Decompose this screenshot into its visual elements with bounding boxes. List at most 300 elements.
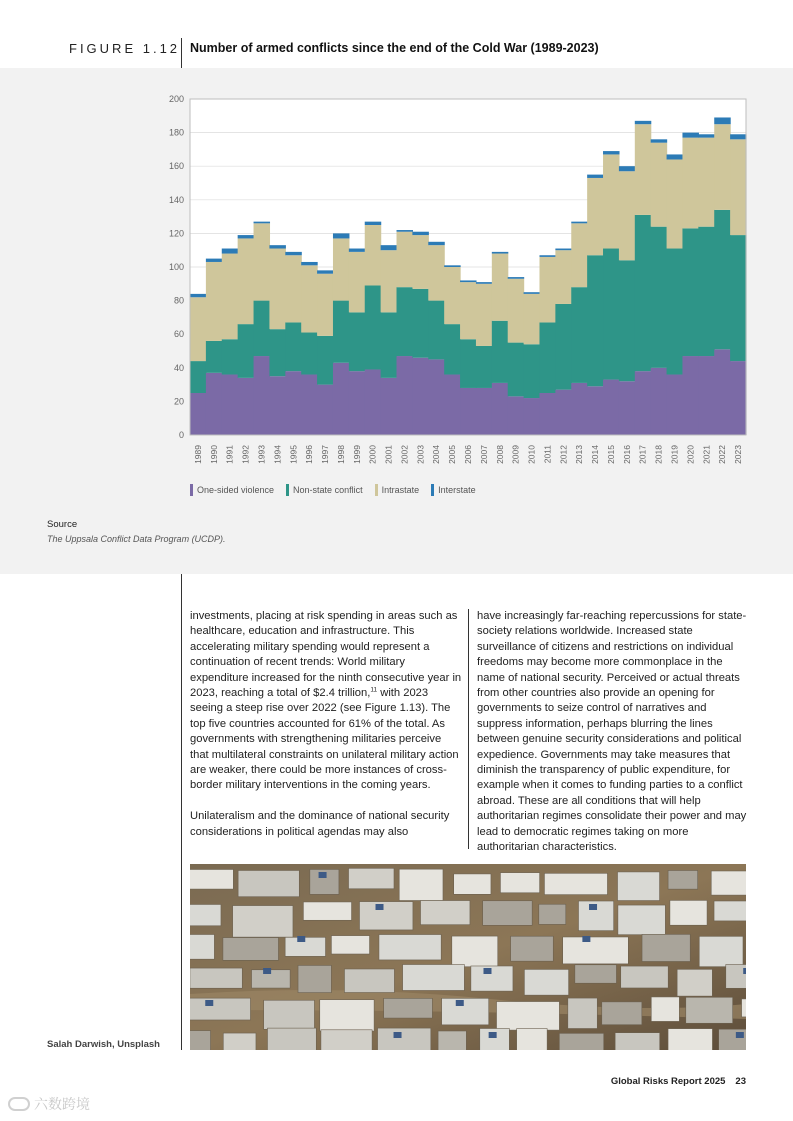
- bar-segment-interstate: [412, 232, 428, 235]
- x-tick-label: 2012: [558, 445, 569, 464]
- bar-segment-one-sided-violence: [635, 371, 651, 435]
- x-tick-label: 1995: [288, 445, 299, 464]
- tent-roof: [617, 872, 659, 901]
- bar-segment-one-sided-violence: [539, 393, 555, 435]
- bar-segment-intrastate: [619, 171, 635, 260]
- bar-segment-one-sided-violence: [444, 375, 460, 435]
- tent-roof: [438, 1031, 466, 1050]
- body-paragraph: have increasingly far-reaching repercussions for state-society relations worldwide. Increased state surveillance of citizens and restrictions on individual freedoms may become more commonplace in the name of national security. Perceived or actual threats from other countries also provide an opening for governments to seize control of narratives and suppress information, perhaps blurring the lines between genuine security considerations and political expedience. Governments may take measures that diminish the transparency of public expenditure, for example when it comes to funding parties to a conflict abroad. These are all conditions that will help authoritarian regimes consolidate their power and may lead to democratic regimes taking on more authoritarian characteristics.: [477, 610, 747, 854]
- bar-segment-one-sided-violence: [698, 356, 714, 435]
- y-tick-label: 160: [168, 161, 184, 172]
- body-column-left: [190, 609, 462, 855]
- bar-segment-interstate: [714, 117, 730, 124]
- bar-segment-interstate: [381, 245, 397, 250]
- x-tick-label: 1992: [240, 445, 251, 464]
- bar-segment-one-sided-violence: [412, 358, 428, 435]
- tent-roof: [349, 868, 394, 888]
- tent-roof: [670, 900, 707, 925]
- bar-segment-one-sided-violence: [206, 373, 222, 435]
- solar-panel: [263, 968, 271, 974]
- source-label: Source: [47, 519, 78, 530]
- bar-segment-intrastate: [285, 255, 301, 322]
- bar-segment-interstate: [635, 121, 651, 124]
- bar-segment-interstate: [444, 265, 460, 267]
- bar-segment-non-state-conflict: [603, 249, 619, 380]
- bar-segment-non-state-conflict: [460, 339, 476, 388]
- tent-roof: [190, 1031, 211, 1050]
- tent-roof: [190, 934, 214, 959]
- tent-roof: [642, 934, 690, 961]
- tent-roof: [602, 1002, 642, 1025]
- bar-segment-interstate: [555, 249, 571, 251]
- bar-segment-interstate: [492, 252, 508, 254]
- bar-segment-intrastate: [222, 254, 238, 340]
- bar-segment-interstate: [333, 233, 349, 238]
- tent-roof: [559, 1033, 603, 1050]
- x-tick-label: 1990: [208, 445, 219, 464]
- x-tick-label: 2021: [701, 445, 712, 464]
- bar-segment-intrastate: [444, 267, 460, 324]
- x-tick-label: 1997: [320, 445, 331, 464]
- tent-roof: [699, 936, 743, 966]
- tent-roof: [615, 1033, 660, 1050]
- y-tick-label: 20: [173, 396, 184, 407]
- bar-segment-non-state-conflict: [269, 329, 285, 376]
- tent-roof: [544, 873, 607, 894]
- bar-segment-interstate: [730, 134, 746, 139]
- solar-panel: [205, 1000, 213, 1006]
- bar-segment-interstate: [667, 154, 683, 159]
- bar-segment-non-state-conflict: [571, 287, 587, 383]
- x-tick-label: 2003: [415, 445, 426, 464]
- tent-roof: [511, 936, 554, 961]
- bar-segment-interstate: [206, 259, 222, 262]
- bar-segment-interstate: [524, 292, 540, 294]
- bar-segment-interstate: [571, 222, 587, 224]
- tent-roof: [454, 874, 491, 894]
- tent-roof: [344, 969, 394, 993]
- bar-segment-non-state-conflict: [667, 249, 683, 375]
- chart-panel: [0, 68, 793, 574]
- legend-label-one-sided: One-sided violence: [197, 485, 275, 495]
- bar-segment-intrastate: [301, 265, 317, 332]
- x-tick-label: 2001: [383, 445, 394, 464]
- x-tick-label: 1996: [304, 445, 315, 464]
- bar-segment-intrastate: [206, 262, 222, 341]
- bar-segment-non-state-conflict: [349, 312, 365, 371]
- tent-roof: [190, 904, 221, 925]
- tent-roof: [500, 873, 539, 893]
- bar-segment-non-state-conflict: [730, 235, 746, 361]
- solar-panel: [483, 968, 491, 974]
- x-tick-label: 2019: [669, 445, 680, 464]
- tent-roof: [320, 1000, 374, 1031]
- x-tick-label: 1991: [224, 445, 235, 464]
- y-tick-label: 100: [168, 262, 184, 272]
- bar-segment-intrastate: [254, 223, 270, 300]
- bar-segment-one-sided-violence: [190, 393, 206, 435]
- bar-segment-non-state-conflict: [301, 333, 317, 375]
- bar-segment-non-state-conflict: [365, 285, 381, 369]
- tent-roof: [421, 901, 470, 925]
- y-tick-label: 120: [168, 228, 184, 239]
- x-tick-label: 2009: [510, 445, 521, 464]
- bar-segment-interstate: [238, 235, 254, 238]
- bar-segment-intrastate: [269, 249, 285, 330]
- bar-segment-non-state-conflict: [587, 255, 603, 386]
- bar-segment-non-state-conflict: [381, 312, 397, 378]
- bar-segment-one-sided-violence: [524, 398, 540, 435]
- bar-segment-interstate: [476, 282, 492, 284]
- bar-segment-intrastate: [667, 159, 683, 248]
- solar-panel: [582, 936, 590, 942]
- body-text: investments, placing at risk spending in areas such as healthcare, education and infrastructure. This accelerating military spending would represent a continuation of recent trends: World military expenditure increased for the ninth consecutive year in 2023, reaching a total of $2.4 trillion,: [190, 610, 462, 700]
- bar-segment-one-sided-violence: [238, 378, 254, 435]
- y-tick-label: 60: [173, 329, 184, 340]
- x-tick-label: 2020: [685, 445, 696, 464]
- photo-credit: Salah Darwish, Unsplash: [47, 1039, 160, 1050]
- bar-segment-one-sided-violence: [381, 378, 397, 435]
- solar-panel: [297, 936, 305, 942]
- bar-segment-non-state-conflict: [317, 336, 333, 385]
- y-tick-label: 200: [168, 94, 184, 104]
- bar-segment-interstate: [349, 249, 365, 252]
- solar-panel: [319, 872, 327, 878]
- bar-segment-non-state-conflict: [254, 301, 270, 356]
- tent-roof: [726, 965, 746, 989]
- x-tick-label: 2010: [526, 445, 537, 464]
- tent-roof: [190, 869, 233, 889]
- bar-segment-one-sided-violence: [301, 375, 317, 435]
- x-tick-label: 2014: [590, 445, 601, 464]
- watermark: [8, 1094, 90, 1114]
- legend-label-non-state: Non-state conflict: [293, 485, 363, 495]
- bar-segment-interstate: [397, 230, 413, 232]
- x-tick-label: 1998: [335, 445, 346, 464]
- tent-roof: [190, 968, 242, 988]
- bar-segment-intrastate: [365, 225, 381, 285]
- bar-segment-non-state-conflict: [539, 322, 555, 393]
- bar-segment-one-sided-violence: [571, 383, 587, 435]
- bar-segment-intrastate: [333, 238, 349, 300]
- bar-segment-interstate: [317, 270, 333, 273]
- tent-roof: [264, 1000, 315, 1029]
- figure-divider: [181, 38, 182, 68]
- bar-segment-interstate: [254, 222, 270, 224]
- tent-roof: [298, 965, 331, 992]
- tent-roof: [359, 902, 412, 930]
- solar-panel: [589, 904, 597, 910]
- aerial-camp-image: [190, 864, 746, 1050]
- legend-label-interstate: Interstate: [438, 485, 476, 495]
- tent-roof: [742, 999, 746, 1017]
- bar-segment-one-sided-violence: [667, 375, 683, 435]
- bar-segment-non-state-conflict: [238, 324, 254, 378]
- bar-segment-non-state-conflict: [682, 228, 698, 356]
- bar-segment-non-state-conflict: [714, 210, 730, 349]
- bar-segment-interstate: [365, 222, 381, 225]
- bar-segment-intrastate: [238, 238, 254, 324]
- bar-segment-intrastate: [539, 257, 555, 323]
- bar-segment-non-state-conflict: [508, 343, 524, 397]
- tent-roof: [238, 870, 299, 896]
- tent-roof: [524, 969, 568, 995]
- bar-segment-intrastate: [476, 284, 492, 346]
- tent-roof: [190, 998, 250, 1020]
- bar-segment-intrastate: [460, 282, 476, 339]
- tent-roof: [403, 965, 465, 991]
- x-tick-label: 2000: [367, 445, 378, 464]
- tent-roof: [223, 938, 279, 961]
- bar-segment-one-sided-violence: [476, 388, 492, 435]
- tent-roof: [321, 1030, 372, 1050]
- x-tick-label: 1993: [256, 445, 267, 464]
- tent-roof: [303, 902, 351, 920]
- bar-segment-interstate: [508, 277, 524, 279]
- bar-segment-interstate: [587, 175, 603, 178]
- legend-swatch-intrastate: [375, 484, 378, 496]
- solar-panel: [456, 1000, 464, 1006]
- tent-roof: [378, 1028, 431, 1050]
- body-paragraph: Unilateralism and the dominance of national security considerations in political agendas may also: [190, 810, 450, 838]
- x-tick-label: 2016: [621, 445, 632, 464]
- bar-segment-intrastate: [651, 143, 667, 227]
- bar-segment-intrastate: [349, 252, 365, 312]
- tent-roof: [267, 1028, 316, 1050]
- bar-segment-one-sided-violence: [651, 368, 667, 435]
- body-paragraph: [190, 609, 462, 794]
- bar-segment-non-state-conflict: [698, 227, 714, 356]
- bar-segment-intrastate: [381, 250, 397, 312]
- footnote-ref[interactable]: 11: [370, 686, 378, 694]
- bar-segment-interstate: [301, 262, 317, 265]
- tent-roof: [686, 997, 733, 1023]
- watermark-text: 六数跨境: [34, 1096, 90, 1112]
- x-tick-label: 2013: [574, 445, 585, 464]
- bar-segment-intrastate: [635, 124, 651, 215]
- tent-roof: [471, 966, 513, 991]
- bar-segment-intrastate: [603, 154, 619, 248]
- bar-segment-interstate: [619, 166, 635, 171]
- tent-roof: [483, 901, 532, 926]
- bar-segment-one-sided-violence: [317, 385, 333, 435]
- bar-segment-non-state-conflict: [285, 322, 301, 371]
- tent-roof: [714, 901, 746, 921]
- tent-roof: [442, 998, 489, 1025]
- bar-segment-intrastate: [555, 250, 571, 304]
- bar-segment-non-state-conflict: [555, 304, 571, 390]
- bar-segment-one-sided-violence: [222, 375, 238, 435]
- tent-roof: [223, 1033, 256, 1050]
- body-text: with 2023 seeing a steep rise over 2022 (see Figure 1.13). The top five countries accounted for 61% of the total. As governments with strengthening militaries perceive that multilateral constraints on unilateral military action are weaker, there could be more instances of cross-border military interventions in the coming years.: [190, 687, 459, 792]
- y-tick-label: 0: [178, 430, 184, 440]
- bar-segment-intrastate: [698, 138, 714, 227]
- tent-roof: [618, 905, 665, 935]
- bar-segment-interstate: [285, 252, 301, 255]
- x-tick-label: 2005: [447, 445, 458, 464]
- bar-segment-intrastate: [524, 294, 540, 344]
- tent-roof: [575, 965, 617, 983]
- figure-label: FIGURE 1.12: [69, 41, 181, 56]
- bar-segment-one-sided-violence: [714, 349, 730, 435]
- y-tick-label: 140: [168, 194, 184, 205]
- bar-segment-intrastate: [397, 232, 413, 287]
- bar-segment-one-sided-violence: [428, 359, 444, 435]
- bar-segment-non-state-conflict: [524, 344, 540, 398]
- y-tick-label: 180: [168, 127, 184, 138]
- tent-roof: [331, 936, 369, 954]
- tent-roof: [621, 966, 668, 988]
- tent-roof: [517, 1029, 548, 1050]
- tent-roof: [384, 998, 433, 1018]
- chart-legend: [190, 484, 476, 496]
- x-tick-label: 1994: [272, 445, 283, 464]
- tent-roof: [563, 937, 629, 964]
- tent-roof: [497, 1002, 560, 1031]
- bar-segment-intrastate: [571, 223, 587, 287]
- x-tick-label: 2006: [463, 445, 473, 464]
- bar-segment-one-sided-violence: [730, 361, 746, 435]
- bar-segment-interstate: [651, 139, 667, 142]
- x-tick-label: 2007: [478, 445, 489, 464]
- bar-segment-intrastate: [587, 178, 603, 255]
- y-tick-label: 40: [173, 362, 184, 373]
- bar-segment-one-sided-violence: [365, 369, 381, 435]
- y-tick-label: 80: [173, 295, 184, 306]
- bar-segment-one-sided-violence: [619, 381, 635, 435]
- bar-segment-non-state-conflict: [206, 341, 222, 373]
- tent-roof: [668, 870, 698, 889]
- legend-swatch-non-state: [286, 484, 289, 496]
- tent-roof: [285, 937, 325, 956]
- bar-segment-one-sided-violence: [492, 383, 508, 435]
- bar-segment-one-sided-violence: [682, 356, 698, 435]
- bar-segment-non-state-conflict: [651, 227, 667, 368]
- bar-segment-one-sided-violence: [269, 376, 285, 435]
- x-tick-label: 2015: [605, 445, 616, 464]
- figure-header: [0, 0, 793, 68]
- bar-segment-intrastate: [730, 139, 746, 235]
- footer-report-title: Global Risks Report 2025: [610, 1076, 726, 1087]
- tent-roof: [711, 871, 746, 895]
- watermark-logo-icon: [8, 1097, 30, 1111]
- bar-segment-interstate: [428, 242, 444, 245]
- x-tick-label: 2018: [653, 445, 664, 464]
- bar-segment-intrastate: [190, 297, 206, 361]
- tent-roof: [379, 935, 441, 960]
- bar-segment-non-state-conflict: [428, 301, 444, 360]
- tent-roof: [233, 906, 293, 938]
- bar-segment-one-sided-violence: [555, 390, 571, 435]
- page-footer: [611, 1076, 746, 1087]
- tent-roof: [651, 997, 679, 1021]
- bar-segment-interstate: [190, 294, 206, 297]
- bar-segment-intrastate: [317, 274, 333, 336]
- tent-roof: [480, 1028, 510, 1050]
- page-number: 23: [735, 1076, 746, 1087]
- bar-segment-non-state-conflict: [222, 339, 238, 374]
- bar-segment-interstate: [539, 255, 555, 257]
- source-text: The Uppsala Conflict Data Program (UCDP).: [47, 534, 226, 544]
- x-tick-label: 2002: [399, 445, 410, 464]
- refugee-camp-photo: [190, 864, 746, 1050]
- bar-segment-interstate: [269, 245, 285, 248]
- bar-segment-intrastate: [714, 124, 730, 210]
- x-tick-label: 2022: [717, 445, 728, 464]
- side-rule: [181, 574, 182, 1050]
- x-tick-label: 1989: [192, 445, 203, 464]
- bar-segment-non-state-conflict: [492, 321, 508, 383]
- tent-roof: [668, 1029, 712, 1050]
- tent-roof: [452, 936, 498, 967]
- solar-panel: [743, 968, 746, 974]
- bar-segment-one-sided-violence: [460, 388, 476, 435]
- legend-item-one-sided: [190, 484, 274, 496]
- legend-swatch-one-sided: [190, 484, 193, 496]
- x-tick-label: 2017: [637, 445, 648, 464]
- legend-label-intrastate: Intrastate: [381, 485, 420, 495]
- bar-segment-non-state-conflict: [333, 301, 349, 363]
- column-rule: [468, 609, 469, 849]
- bar-segment-non-state-conflict: [619, 260, 635, 381]
- bar-segment-non-state-conflict: [412, 289, 428, 358]
- bar-segment-non-state-conflict: [444, 324, 460, 374]
- bar-segment-intrastate: [428, 245, 444, 300]
- bar-segment-one-sided-violence: [587, 386, 603, 435]
- solar-panel: [376, 904, 384, 910]
- solar-panel: [394, 1032, 402, 1038]
- body-column-right: [477, 609, 749, 871]
- stacked-bar-chart: [0, 68, 793, 574]
- bar-segment-interstate: [222, 249, 238, 254]
- bar-segment-intrastate: [508, 279, 524, 343]
- legend-swatch-interstate: [431, 484, 434, 496]
- tent-roof: [677, 969, 712, 996]
- bar-segment-one-sided-violence: [333, 363, 349, 435]
- bar-segment-interstate: [698, 134, 714, 137]
- tent-roof: [568, 998, 597, 1028]
- tent-roof: [399, 869, 443, 900]
- x-tick-label: 2023: [733, 445, 744, 464]
- solar-panel: [736, 1032, 744, 1038]
- legend-item-intrastate: [375, 484, 420, 496]
- bar-segment-non-state-conflict: [476, 346, 492, 388]
- legend-item-interstate: [431, 484, 476, 496]
- x-tick-label: 2011: [542, 445, 553, 464]
- bar-segment-one-sided-violence: [285, 371, 301, 435]
- bar-segment-intrastate: [682, 138, 698, 229]
- figure-title: Number of armed conflicts since the end of the Cold War (1989-2023): [190, 41, 599, 55]
- x-tick-label: 2008: [494, 445, 505, 464]
- bar-segment-one-sided-violence: [349, 371, 365, 435]
- bar-segment-one-sided-violence: [603, 380, 619, 435]
- bar-segment-intrastate: [412, 235, 428, 289]
- bar-segment-non-state-conflict: [635, 215, 651, 371]
- bar-segment-interstate: [682, 133, 698, 138]
- bar-segment-one-sided-violence: [397, 356, 413, 435]
- solar-panel: [489, 1032, 497, 1038]
- x-tick-label: 2004: [431, 445, 442, 464]
- bar-segment-one-sided-violence: [254, 356, 270, 435]
- bar-segment-interstate: [460, 280, 476, 282]
- bar-segment-non-state-conflict: [397, 287, 413, 356]
- bar-segment-non-state-conflict: [190, 361, 206, 393]
- bar-segment-intrastate: [492, 254, 508, 321]
- bar-segment-interstate: [603, 151, 619, 154]
- bar-segment-one-sided-violence: [508, 396, 524, 435]
- legend-item-non-state: [286, 484, 363, 496]
- x-tick-label: 1999: [351, 445, 362, 464]
